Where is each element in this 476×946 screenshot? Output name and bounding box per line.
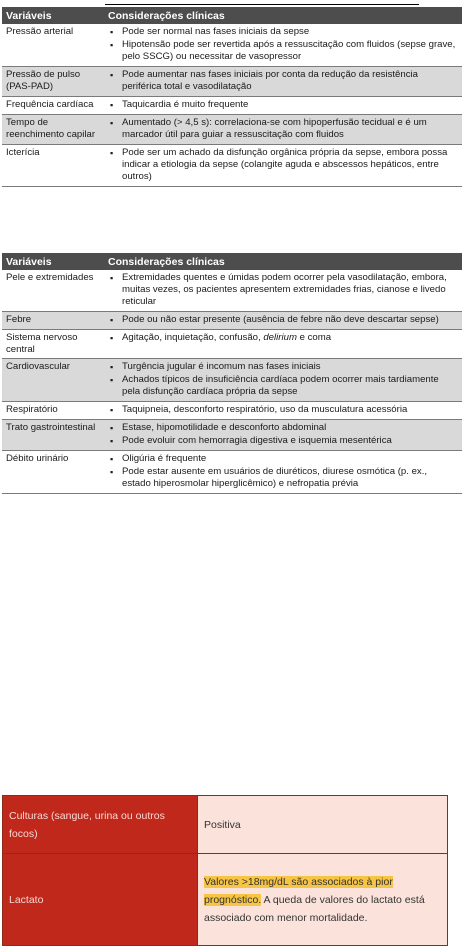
lab-value (198, 854, 448, 946)
row-variable: Respiratório (2, 402, 104, 420)
row-variable: Débito urinário (2, 451, 104, 494)
header-variables: Variáveis (2, 7, 104, 24)
row-considerations (104, 359, 462, 402)
row-variable: Icterícia (2, 145, 104, 187)
table-row (2, 312, 462, 330)
row-considerations (104, 67, 462, 97)
table-row (2, 359, 462, 402)
row-considerations (104, 402, 462, 420)
table-row (2, 145, 462, 187)
row-considerations (104, 24, 462, 67)
bullet-item: ▪ Extremidades quentes e úmidas podem ocorrer pela vasodilatação, embora, muitas vezes, os pacientes apresentem extremidades frias, cianose e livedo reticular (108, 272, 458, 308)
row-variable: Febre (2, 312, 104, 330)
bullet-item: ▪ Pode ser normal nas fases iniciais da sepse (108, 26, 458, 38)
row-considerations (104, 312, 462, 330)
bullet-item: ▪ Hipotensão pode ser revertida após a ressuscitação com fluidos (sepse grave, pelo SSCG) ou necessitar de vasopressor (108, 39, 458, 63)
clinical-table-1 (2, 7, 462, 187)
clinical-table-2 (2, 253, 462, 494)
row-variable: Pressão arterial (2, 24, 104, 67)
row-variable: Sistema nervoso central (2, 330, 104, 359)
table-row (2, 24, 462, 67)
table-row (2, 97, 462, 115)
bullet-item: ▪ Achados típicos de insuficiência cardíaca podem ocorrer mais tardiamente pela disfunção cardíaca própria da sepse (108, 374, 458, 398)
row-variable: Cardiovascular (2, 359, 104, 402)
bullet-item: ▪ Taquicardia é muito frequente (108, 99, 458, 111)
italic-term: delirium (263, 332, 297, 343)
lab-value-text: Positiva (204, 818, 241, 831)
row-variable: Pressão de pulso (PAS-PAD) (2, 67, 104, 97)
table-row (2, 270, 462, 312)
bullet-item: ▪ Turgência jugular é incomum nas fases iniciais (108, 361, 458, 373)
bullet-item: ▪ Pode ou não estar presente (ausência de febre não deve descartar sepse) (108, 314, 458, 326)
row-considerations (104, 330, 462, 359)
bullet-item: ▪ Pode estar ausente em usuários de diuréticos, diurese osmótica (p. ex., estado hiperosmolar hiperglicêmico) e nefropatia prévia (108, 466, 458, 490)
table-row (2, 420, 462, 451)
table-row (2, 115, 462, 145)
lab-label: Culturas (sangue, urina ou outros focos) (3, 796, 198, 854)
highlighted-text: Valores >18mg/dL são associados à pior prognóstico. (204, 875, 393, 906)
lab-label: Lactato (3, 854, 198, 946)
row-considerations (104, 420, 462, 451)
header-considerations: Considerações clínicas (104, 253, 462, 270)
row-variable: Tempo de reenchimento capilar (2, 115, 104, 145)
row-considerations (104, 451, 462, 494)
bullet-item: ▪ Pode evoluir com hemorragia digestiva e isquemia mesentérica (108, 435, 458, 447)
row-considerations (104, 270, 462, 312)
header-considerations: Considerações clínicas (104, 7, 462, 24)
bullet-item: ▪ Pode ser um achado da disfunção orgânica própria da sepse, embora possa indicar a etiologia da sepse (colangite aguda e abscessos hepáticos, entre outros) (108, 147, 458, 183)
header-variables: Variáveis (2, 253, 104, 270)
bullet-item: ▪ Aumentado (> 4,5 s): correlaciona-se com hipoperfusão tecidual e é um marcador útil para guiar a ressuscitação com fluidos (108, 117, 458, 141)
lab-value-text: A queda de valores do lactato está associado com menor mortalidade. (204, 893, 425, 924)
bullet-item: ▪ Agitação, inquietação, confusão, delirium e coma (108, 332, 458, 344)
table-row (2, 330, 462, 359)
lab-value (198, 796, 448, 854)
row-variable: Trato gastrointestinal (2, 420, 104, 451)
table-row (2, 402, 462, 420)
bullet-item: ▪ Taquipneia, desconforto respiratório, uso da musculatura acessória (108, 404, 458, 416)
bullet-item: ▪ Oligúria é frequente (108, 453, 458, 465)
row-considerations (104, 97, 462, 115)
bullet-item: ▪ Estase, hipomotilidade e desconforto abdominal (108, 422, 458, 434)
lab-table (2, 795, 448, 946)
row-considerations (104, 145, 462, 187)
bullet-item: ▪ Pode aumentar nas fases iniciais por conta da redução da resistência periférica total e vasodilatação (108, 69, 458, 93)
table-header-row (2, 7, 462, 24)
table-row (2, 451, 462, 494)
row-variable: Frequência cardíaca (2, 97, 104, 115)
table-header-row (2, 253, 462, 270)
row-considerations (104, 115, 462, 145)
top-rule (105, 4, 419, 5)
lab-row-lactate (3, 854, 448, 946)
lab-row-cultures (3, 796, 448, 854)
row-variable: Pele e extremidades (2, 270, 104, 312)
table-row (2, 67, 462, 97)
